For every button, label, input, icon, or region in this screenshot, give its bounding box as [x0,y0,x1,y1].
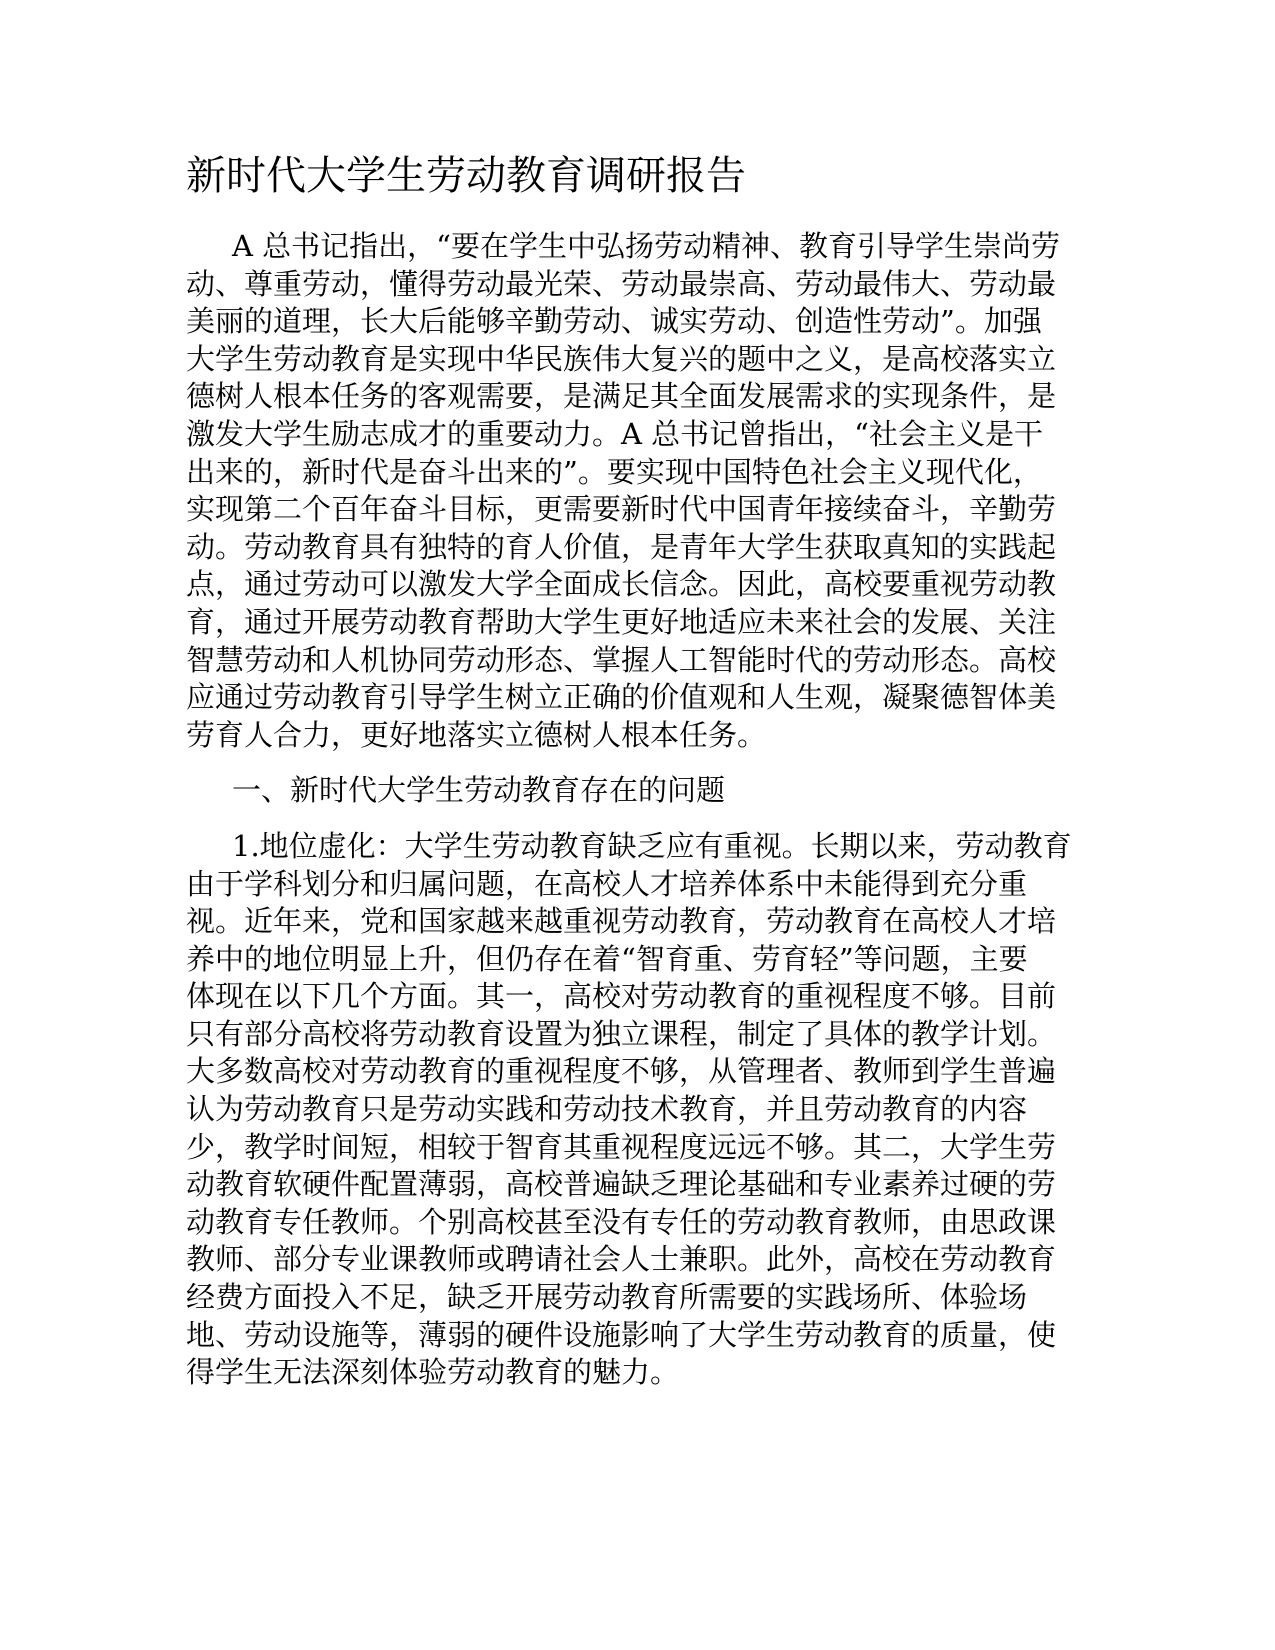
paragraph-line: 动教育专任教师。个别高校甚至没有专任的劳动教育教师，由思政课 [186,1204,1057,1239]
document-body [186,228,1074,1410]
paragraph-line: 教师、部分专业课教师或聘请社会人士兼职。此外，高校在劳动教育 [186,1242,1057,1277]
paragraph-line: 体现在以下几个方面。其一，高校对劳动教育的重视程度不够。目前 [186,979,1057,1014]
intro-paragraph [186,228,1074,754]
paragraph-line: 德树人根本任务的客观需要，是满足其全面发展需求的实现条件，是 [186,379,1057,414]
paragraph-line: 美丽的道理，长大后能够辛勤劳动、诚实劳动、创造性劳动”。加强 [186,304,1042,339]
paragraph-line: 动、尊重劳动，懂得劳动最光荣、劳动最崇高、劳动最伟大、劳动最 [186,266,1057,301]
document-title: 新时代大学生劳动教育调研报告 [186,153,746,199]
paragraph-line: 1.地位虚化：大学生劳动教育缺乏应有重视。长期以来，劳动教育 [232,828,1072,863]
paragraph-line: 应通过劳动教育引导学生树立正确的价值观和人生观，凝聚德智体美 [186,680,1057,715]
paragraph-line: 育，通过开展劳动教育帮助大学生更好地适应未来社会的发展、关注 [186,604,1057,639]
paragraph-line: 由于学科划分和归属问题，在高校人才培养体系中未能得到充分重 [186,866,1028,901]
paragraph-line: 经费方面投入不足，缺乏开展劳动教育所需要的实践场所、体验场 [186,1280,1028,1315]
section-heading: 一、新时代大学生劳动教育存在的问题 [232,773,726,808]
paragraph-line: 少，教学时间短，相较于智育其重视程度远远不够。其二，大学生劳 [186,1129,1057,1164]
paragraph-line: 视。近年来，党和国家越来越重视劳动教育，劳动教育在高校人才培 [186,904,1057,939]
paragraph-line: A 总书记指出，“要在学生中弘扬劳动精神、教育引导学生崇尚劳 [232,229,1060,263]
paragraph-line: 地、劳动设施等，薄弱的硬件设施影响了大学生劳动教育的质量，使 [186,1317,1057,1352]
paragraph-line: 养中的地位明显上升，但仍存在着“智育重、劳育轻”等问题，主要 [186,941,1028,976]
paragraph-line: 实现第二个百年奋斗目标，更需要新时代中国青年接续奋斗，辛勤劳 [186,492,1057,527]
paragraph-line: 得学生无法深刻体验劳动教育的魅力。 [186,1355,680,1390]
paragraph-line: 智慧劳动和人机协同劳动形态、掌握人工智能时代的劳动形态。高校 [186,642,1057,677]
paragraph-line: 动。劳动教育具有独特的育人价值，是青年大学生获取真知的实践起 [186,529,1057,564]
paragraph-line: 出来的，新时代是奋斗出来的”。要实现中国特色社会主义现代化， [186,454,1042,489]
paragraph-line: 只有部分高校将劳动教育设置为独立课程，制定了具体的教学计划。 [186,1016,1057,1051]
paragraph-line: 大多数高校对劳动教育的重视程度不够，从管理者、教师到学生普遍 [186,1054,1057,1089]
paragraph-line: 点，通过劳动可以激发大学全面成长信念。因此，高校要重视劳动教 [186,567,1057,602]
section-paragraph [186,828,1074,1392]
paragraph-line: 认为劳动教育只是劳动实践和劳动技术教育，并且劳动教育的内容 [186,1092,1028,1127]
paragraph-line: 劳育人合力，更好地落实立德树人根本任务。 [186,717,767,752]
paragraph-line: 动教育软硬件配置薄弱，高校普遍缺乏理论基础和专业素养过硬的劳 [186,1167,1057,1202]
paragraph-line: 大学生劳动教育是实现中华民族伟大复兴的题中之义，是高校落实立 [186,341,1057,376]
paragraph-line: 激发大学生励志成才的重要动力。A 总书记曾指出，“社会主义是干 [186,416,1043,451]
